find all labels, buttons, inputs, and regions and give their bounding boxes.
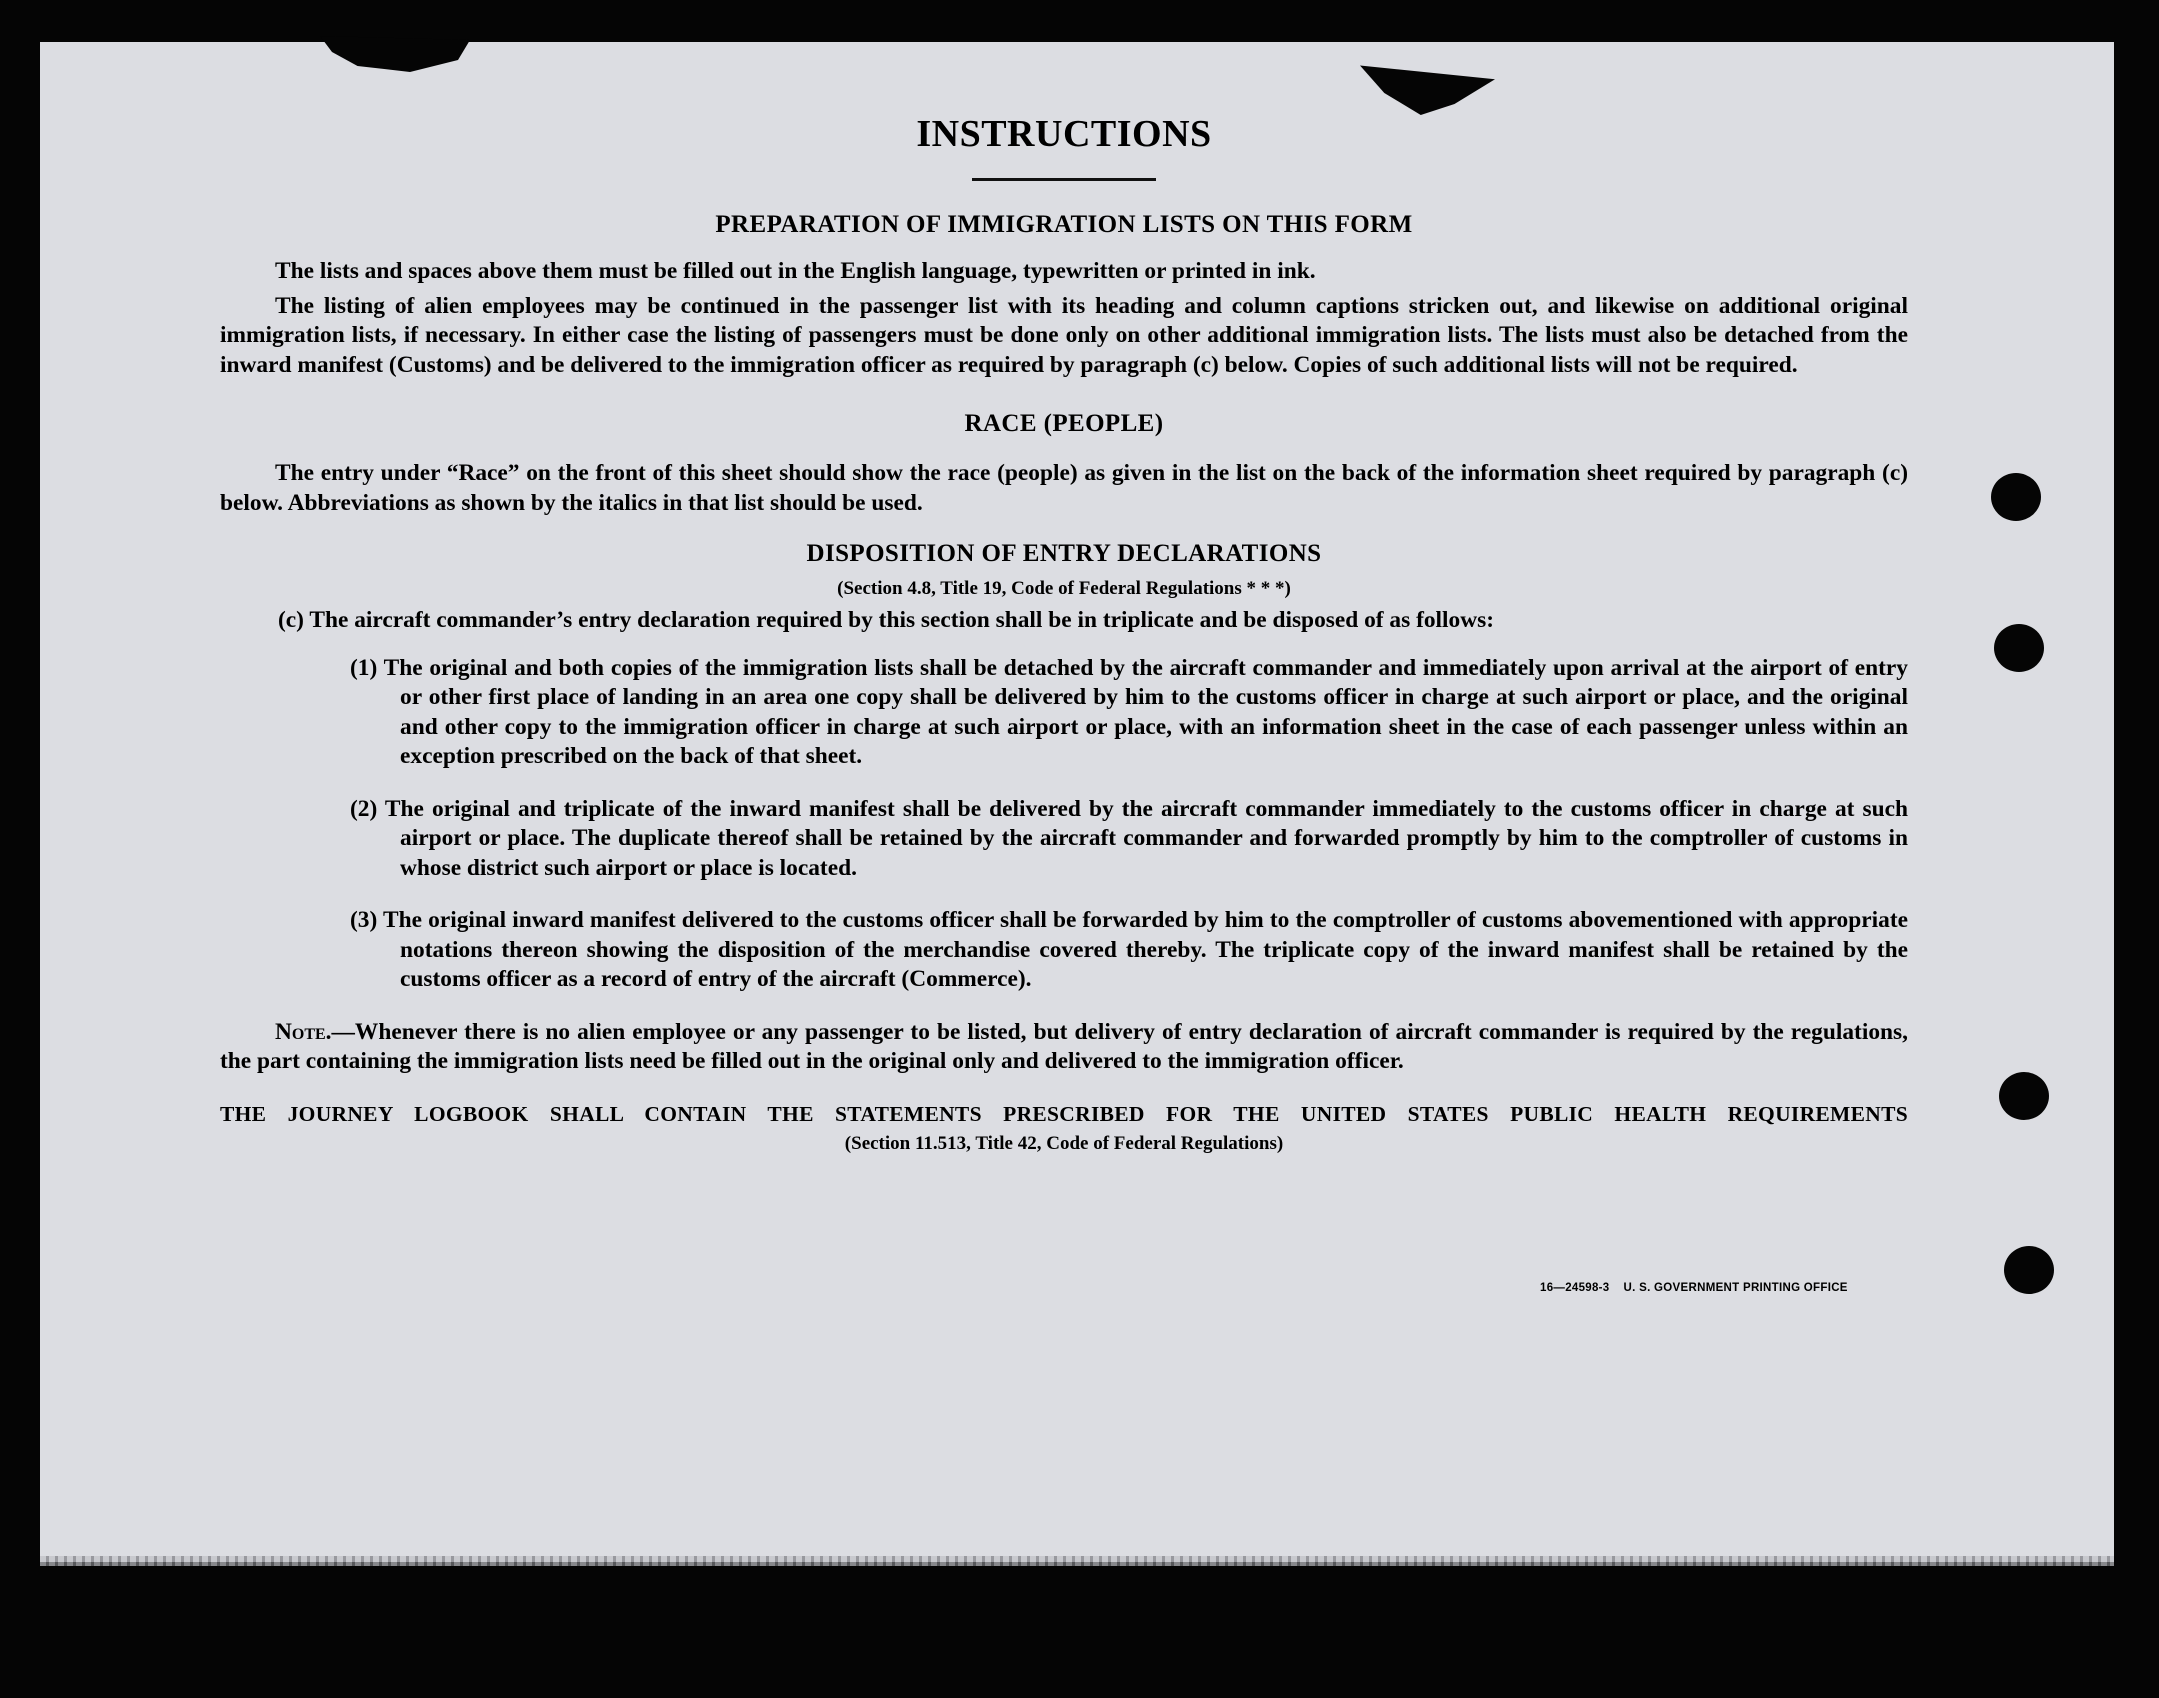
note-text: —Whenever there is no alien employee or any passenger to be listed, but delivery of entry declaration of aircraft commander is required by the regulations, the part containing the immigration lists need be filled out in the original only and delivered to the immigration officer. — [220, 1018, 1908, 1074]
document-content — [220, 112, 1908, 1155]
printing-office: U. S. GOVERNMENT PRINTING OFFICE — [1623, 1282, 1848, 1294]
disposition-citation: (Section 4.8, Title 19, Code of Federal Regulations * * *) — [837, 578, 1291, 599]
race-paragraph: The entry under “Race” on the front of this sheet should show the race (people) as given in the list on the back of the information sheet required by paragraph (c) below. Abbreviations as shown by the italics in that list should be used. — [220, 460, 1908, 516]
health-citation: (Section 11.513, Title 42, Code of Federal Regulations) — [844, 1132, 1284, 1154]
disposition-item: (1) The original and both copies of the immigration lists shall be detached by the aircraft commander and immediately upon arrival at the airport of entry or other first place of landing in an area one copy shall be delivered by him to the customs officer in charge at such airport or place, and the original and other copy to the immigration officer in charge at such airport or place, with an information sheet in the case of each passenger unless within an exception prescribed on the back of that sheet. — [350, 654, 1908, 769]
page-bottom-edge — [40, 1556, 2114, 1566]
section-heading-preparation: PREPARATION OF IMMIGRATION LISTS ON THIS FORM — [715, 211, 1413, 238]
punch-hole — [1994, 624, 2044, 672]
disposition-item: (3) The original inward manifest delivered to the customs officer shall be forwarded by him to the comptroller of customs abovementioned with appropriate notations thereon showing the disposition of the merchandise covered thereby. The triplicate copy of the inward manifest shall be retained by the customs officer as a record of entry of the aircraft (Commerce). — [350, 907, 1908, 992]
printer-imprint — [1540, 1282, 1848, 1294]
title-divider — [972, 178, 1156, 181]
punch-hole — [1991, 473, 2041, 521]
health-statement: THE JOURNEY LOGBOOK SHALL CONTAIN THE STATEMENTS PRESCRIBED FOR THE UNITED STATES PUBLIC HEALTH REQUIREMENTS — [220, 1101, 1908, 1126]
preparation-paragraph: The listing of alien employees may be continued in the passenger list with its heading and column captions stricken out, and likewise on additional original immigration lists, if necessary. In either case the listing of passengers must be done only on other additional immigration lists. The lists must also be detached from the inward manifest (Customs) and be delivered to the immigration officer as required by paragraph (c) below. Copies of such additional lists will not be required. — [220, 292, 1908, 378]
punch-hole — [1999, 1072, 2049, 1120]
punch-hole — [2004, 1246, 2054, 1294]
page-title: INSTRUCTIONS — [916, 113, 1212, 155]
note-label: Note. — [275, 1018, 332, 1045]
disposition-item: (2) The original and triplicate of the inward manifest shall be delivered by the aircraft commander immediately to the customs officer in charge at such airport or place. The duplicate thereof shall be retained by the aircraft commander and forwarded promptly by him to the comptroller of customs in whose district such airport or place is located. — [350, 795, 1908, 881]
note-paragraph — [220, 1018, 1908, 1077]
section-heading-race: RACE (PEOPLE) — [964, 410, 1164, 437]
form-number: 16—24598-3 — [1540, 1282, 1610, 1294]
disposition-clause: (c) The aircraft commander’s entry declaration required by this section shall be in triplicate and be disposed of as follows: — [278, 607, 1495, 633]
section-heading-disposition: DISPOSITION OF ENTRY DECLARATIONS — [806, 540, 1322, 567]
preparation-paragraph: The lists and spaces above them must be filled out in the English language, typewritten or printed in ink. — [275, 258, 1316, 284]
